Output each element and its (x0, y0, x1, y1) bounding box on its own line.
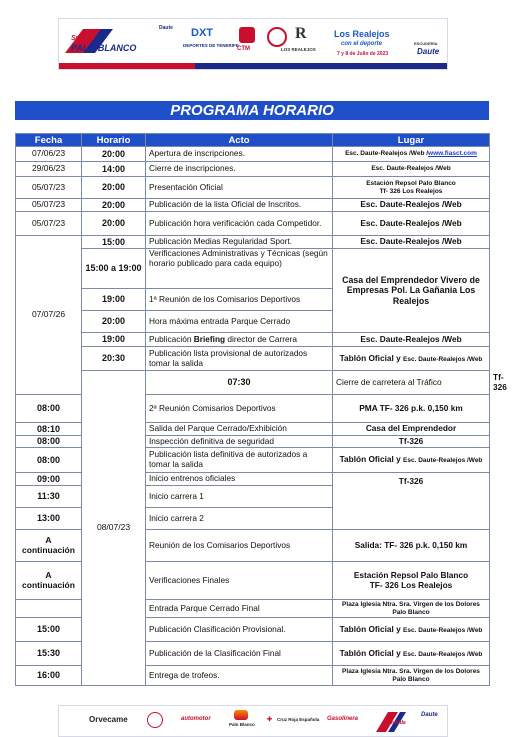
row-event: Inicio entrenos oficiales (146, 473, 333, 486)
row-location (333, 642, 490, 666)
table-row (16, 177, 490, 199)
realejos-subtitle: con el deporte (341, 41, 383, 47)
col-header-fecha: Fecha (16, 134, 82, 147)
row-location-part: Esc. Daute-Realejos /Web / (345, 150, 429, 158)
group-date: 07/07/26 (16, 236, 82, 395)
ctm-label: CTM (237, 46, 250, 52)
row-event: Inspección definitiva de seguridad (146, 436, 333, 448)
row-location (333, 618, 490, 642)
row-event-part: director de Carrera (225, 333, 298, 344)
row-location-line: Estación Repsol Palo Blanco (353, 569, 469, 580)
row-location: Esc. Daute-Realejos /Web (333, 236, 490, 249)
row-location-part: Esc. Daute-Realejos /Web (403, 457, 483, 465)
row-location: Plaza Iglesia Ntra. Sra. Virgen de los Dolores Palo Blanco (333, 600, 490, 618)
row-event: Publicación Clasificación Provisional. (146, 618, 333, 642)
daute-bottom-logo: Daute (421, 712, 438, 718)
row-location-part: Esc. Daute-Realejos /Web (403, 650, 483, 658)
escuderia-label: ESCUDERÍA (414, 41, 438, 46)
row-time: 07:30 (146, 371, 333, 395)
row-date: 07/06/23 (16, 147, 82, 162)
row-time: 20:30 (82, 347, 146, 371)
realejos-crest-icon: R (295, 25, 307, 42)
row-date: 05/07/23 (16, 177, 82, 199)
row-event: Verificaciones Finales (146, 562, 333, 600)
sponsor-emblem-icon (147, 712, 163, 728)
row-time: 14:00 (82, 162, 146, 177)
row-location (333, 562, 490, 600)
row-location-part: Esc. Daute-Realejos /Web (403, 355, 483, 363)
row-time: 20:00 (82, 177, 146, 199)
row-event: Apertura de inscripciones. (146, 147, 333, 162)
row-time: 20:00 (82, 311, 146, 333)
table-row (16, 162, 490, 177)
gasolinera-logo: Gasolinera (327, 716, 359, 722)
table-row (16, 147, 490, 162)
row-event: Hora máxima entrada Parque Cerrado (146, 311, 333, 333)
rally-logo-line1: Subida (71, 35, 95, 42)
dxt-logo: DXT (191, 27, 213, 39)
subida-label: Subida (389, 720, 406, 726)
row-time: 19:00 (82, 333, 146, 347)
row-event: Cierre de carretera al Tráfico (333, 371, 490, 395)
row-time: 13:00 (16, 508, 82, 530)
row-time: 15:00 (82, 236, 146, 249)
page-title: PROGRAMA HORARIO (15, 101, 489, 120)
row-location: PMA TF- 326 p.k. 0,150 km (333, 395, 490, 423)
row-location: Plaza Iglesia Ntra. Sra. Virgen de los Dolores Palo Blanco (333, 666, 490, 686)
ctm-logo (239, 27, 255, 43)
row-date: 29/06/23 (16, 162, 82, 177)
row-location: Salida: TF- 326 p.k. 0,150 km (333, 530, 490, 562)
row-time: 20:00 (82, 212, 146, 236)
realejos-small-label: LOS REALEJOS (281, 47, 316, 52)
table-row (16, 333, 490, 347)
row-time: 09:00 (16, 473, 82, 486)
row-event (146, 333, 333, 347)
automotor-logo: automotor (181, 716, 211, 722)
row-event: Publicación Medias Regularidad Sport. (146, 236, 333, 249)
row-event-part: Publicación (149, 333, 194, 344)
row-event: Reunión de los Comisarios Deportivos (146, 530, 333, 562)
daute-small-label: Daute (159, 25, 173, 31)
row-time (16, 600, 82, 618)
row-time: 20:00 (82, 147, 146, 162)
row-time: 08:00 (16, 436, 82, 448)
row-event: Salida del Parque Cerrado/Exhibición (146, 423, 333, 436)
row-event: Presentación Oficial (146, 177, 333, 199)
row-location-line: Estación Repsol Palo Blanco (366, 180, 456, 188)
row-time: 08:10 (16, 423, 82, 436)
repsol-icon (234, 710, 248, 720)
row-event: Publicación de la Clasificación Final (146, 642, 333, 666)
row-time: 16:00 (16, 666, 82, 686)
table-row: 08/07/23 07:30 Cierre de carretera al Tráfico Tf-326 (16, 371, 490, 395)
orvecame-logo: Orvecame (89, 715, 128, 724)
row-event: Cierre de inscripciones. (146, 162, 333, 177)
rally-logo-line2: PALO BLANCO (71, 43, 137, 53)
table-header-row (16, 134, 490, 147)
row-event: Publicación lista provisional de autorizados tomar la salida (146, 347, 333, 371)
row-location (333, 347, 490, 371)
rally-logo (63, 23, 153, 61)
row-time: 15:00 (16, 618, 82, 642)
row-location-line: TF- 326 Los Realejos (369, 579, 453, 590)
col-header-acto: Acto (146, 134, 333, 147)
row-time: 11:30 (16, 486, 82, 508)
row-time: A continuación (16, 562, 82, 600)
red-cross-label: Cruz Roja Española (277, 717, 320, 722)
row-event: Verificaciones Administrativas y Técnicas (según horario publicado para cada equipo) (146, 249, 333, 289)
row-time: 08:00 (16, 395, 82, 423)
row-location-part: Tablón Oficial y (339, 454, 404, 465)
dxt-subtitle: DEPORTES DE TENERIFE (183, 43, 239, 48)
row-location: Tf-326 (333, 473, 490, 530)
row-event: Publicación de la lista Oficial de Inscritos. (146, 199, 333, 212)
row-location: Tf-326 (333, 436, 490, 448)
row-location: Esc. Daute-Realejos /Web (333, 162, 490, 177)
col-header-lugar: Lugar (333, 134, 490, 147)
row-time: 19:00 (82, 289, 146, 311)
fiasct-link[interactable]: www.fiasct.com (428, 150, 477, 158)
row-location (333, 177, 490, 199)
row-time: 08:00 (16, 448, 82, 473)
table-row (16, 199, 490, 212)
schedule-table (15, 133, 507, 686)
row-location-line: Tf- 326 Los Realejos (379, 187, 443, 195)
row-location-part: Esc. Daute-Realejos /Web (403, 626, 483, 634)
row-date: 05/07/23 (16, 199, 82, 212)
row-time: 20:00 (82, 199, 146, 212)
row-location: Esc. Daute-Realejos /Web (333, 199, 490, 212)
row-location-part: Tablón Oficial y (339, 647, 404, 658)
event-dates: 7 y 8 de Julio de 2023 (337, 51, 389, 57)
row-date: 05/07/23 (16, 212, 82, 236)
red-cross-logo: ✚ (267, 717, 273, 723)
group-date: 08/07/23 (82, 371, 146, 686)
row-event: Entrega de trofeos. (146, 666, 333, 686)
row-location: Casa del Emprendedor Vivero de Empresas Pol. La Gañania Los Realejos (333, 249, 490, 333)
row-event-emphasis: Briefing (193, 333, 226, 344)
palo-blanco-station-label: Palo Blanco (229, 722, 255, 727)
bottom-sponsor-banner (58, 705, 448, 737)
row-event: Entrada Parque Cerrado Final (146, 600, 333, 618)
banner-stripe (59, 63, 447, 69)
row-event: Inicio carrera 2 (146, 508, 333, 530)
row-location-part: Tablón Oficial y (339, 352, 404, 363)
top-sponsor-banner (58, 18, 448, 70)
row-location-part: Tablón Oficial y (339, 623, 404, 634)
table-row (16, 236, 490, 249)
row-location (333, 147, 490, 162)
row-location (333, 448, 490, 473)
row-event: 1ª Reunión de los Comisarios Deportivos (146, 289, 333, 311)
row-time: 15:00 a 19:00 (82, 249, 146, 289)
row-event: Publicación hora verificación cada Competidor. (146, 212, 333, 236)
table-row (16, 347, 490, 371)
row-time: 15:30 (16, 642, 82, 666)
row-location: Esc. Daute-Realejos /Web (333, 212, 490, 236)
row-location: Casa del Emprendedor (333, 423, 490, 436)
row-event: 2ª Reunión Comisarios Deportivos (146, 395, 333, 423)
row-event: Inicio carrera 1 (146, 486, 333, 508)
daute-logo: Daute (417, 47, 440, 56)
col-header-horario: Horario (82, 134, 146, 147)
row-location: Esc. Daute-Realejos /Web (333, 333, 490, 347)
row-event: Publicación lista definitiva de autorizados a tomar la salida (146, 448, 333, 473)
table-row (16, 249, 490, 289)
row-time: A continuación (16, 530, 82, 562)
club-badge-icon (267, 27, 287, 47)
realejos-title: Los Realejos (334, 29, 390, 39)
table-row (16, 212, 490, 236)
